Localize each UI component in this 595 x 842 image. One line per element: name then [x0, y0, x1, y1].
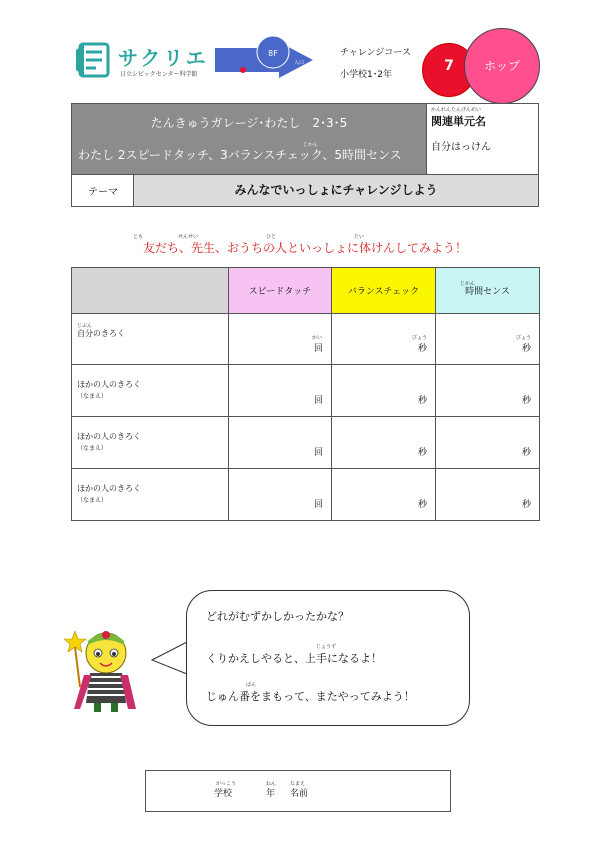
floor-label: 8F: [268, 49, 278, 58]
theme-text: みんなでいっしょにチャレンジしよう: [234, 183, 438, 197]
row-label-ruby: じぶん: [77, 323, 93, 329]
table-row: [72, 469, 540, 521]
instruction-ruby: とも: [133, 234, 144, 240]
table-header-balance-check: バランスチェック: [332, 268, 436, 314]
sakurie-logo-icon: [74, 40, 114, 80]
instruction-text: 友だち、先生、おうちの人といっしょに体けんしてみよう！: [142, 241, 467, 255]
speed-touch-input-cell[interactable]: [229, 469, 332, 521]
unit-ruby: かい: [311, 335, 322, 341]
row-label-cell: [72, 417, 229, 469]
unit-seconds: 秒: [521, 500, 531, 510]
footer-ruby: なまえ: [290, 781, 306, 787]
unit-count: 回: [313, 396, 323, 406]
mascot-character-icon: [64, 625, 144, 715]
row-label: ほかの人のきろく: [77, 484, 141, 493]
row-name-hint: （なまえ）: [77, 497, 108, 504]
footer-ruby: ねん: [266, 781, 277, 787]
row-label-cell: [72, 365, 229, 417]
instruction-ruby: たい: [354, 234, 365, 240]
record-table: [71, 267, 540, 521]
unit-ruby: びょう: [515, 335, 531, 341]
balance-check-input-cell[interactable]: [332, 469, 436, 521]
balance-check-input-cell[interactable]: [332, 365, 436, 417]
unit-seconds: 秒: [521, 396, 531, 406]
unit-seconds: 秒: [521, 344, 531, 354]
balance-check-input-cell[interactable]: [332, 417, 436, 469]
logo-subtitle: 日立シビックセンター科学館: [120, 71, 198, 78]
header-ruby: じかん: [460, 281, 476, 287]
speech-line-1: どれがむずかしかったかな？: [206, 610, 349, 623]
school-label: 学校: [214, 789, 233, 799]
name-label: 名前: [290, 789, 309, 799]
lesson-number: 7: [444, 58, 454, 74]
title-line-1: たんきゅうガレージ･わたし 2･3･5: [150, 116, 348, 130]
school-level: 小学校1･2年: [340, 70, 392, 80]
time-sense-input-cell[interactable]: [436, 365, 540, 417]
floor-map-icon: [213, 34, 323, 84]
table-row: [72, 365, 540, 417]
unit-ruby: びょう: [411, 335, 427, 341]
unit-seconds: 秒: [417, 344, 427, 354]
balance-check-input-cell[interactable]: [332, 314, 436, 365]
table-header-blank: [72, 268, 229, 314]
divider: [426, 104, 427, 174]
footer-ruby: がっこう: [216, 781, 237, 787]
unit-value: 自分はっけん: [431, 142, 491, 153]
unit-count: 回: [313, 448, 323, 458]
table-header-time-sense-label: 時間センス: [465, 287, 510, 297]
unit-count: 回: [313, 500, 323, 510]
speed-touch-input-cell[interactable]: [229, 314, 332, 365]
table-row: [72, 417, 540, 469]
speech-ruby: ばん: [246, 682, 257, 688]
theme-label: テーマ: [88, 187, 118, 198]
row-name-hint: （なまえ）: [77, 445, 108, 452]
speech-ruby: じょうず: [316, 644, 337, 650]
table-header-row: [72, 268, 540, 314]
row-label: ほかの人のきろく: [77, 432, 141, 441]
unit-seconds: 秒: [417, 500, 427, 510]
instruction-ruby: ひと: [266, 234, 277, 240]
table-header-time-sense: [436, 268, 540, 314]
time-sense-input-cell[interactable]: [436, 469, 540, 521]
table-row: [72, 314, 540, 365]
instruction-ruby: せんせい: [178, 234, 199, 240]
row-name-hint: （なまえ）: [77, 393, 108, 400]
table-header-speed-touch: スピードタッチ: [229, 268, 332, 314]
unit-label-ruby: かんれんたんげんめい: [431, 107, 482, 113]
row-label-cell: [72, 314, 229, 365]
title-ruby: じかん: [303, 142, 319, 148]
unit-seconds: 秒: [417, 396, 427, 406]
speech-line-2: くりかえしやると、上手になるよ！: [206, 652, 382, 665]
logo-title: サクリエ: [118, 46, 209, 70]
row-label-cell: [72, 469, 229, 521]
entrance-label: 入口: [293, 60, 305, 66]
course-name: チャレンジコース: [340, 48, 411, 58]
grade-label: 年: [266, 789, 276, 799]
row-label: ほかの人のきろく: [77, 380, 141, 389]
level-badge: [464, 28, 540, 104]
speech-line-3: じゅん番をまもって、またやってみよう！: [206, 690, 415, 703]
row-label: 自分のきろく: [77, 329, 125, 338]
level-label: ホップ: [483, 59, 520, 73]
unit-count: 回: [313, 344, 323, 354]
time-sense-input-cell[interactable]: [436, 417, 540, 469]
unit-seconds: 秒: [521, 448, 531, 458]
speed-touch-input-cell[interactable]: [229, 365, 332, 417]
unit-label: 関連単元名: [431, 115, 486, 128]
title-line-2: わたし 2スピードタッチ、3バランスチェック、5時間センス: [78, 148, 402, 162]
speed-touch-input-cell[interactable]: [229, 417, 332, 469]
time-sense-input-cell[interactable]: [436, 314, 540, 365]
unit-seconds: 秒: [417, 448, 427, 458]
speech-bubble-tail: [150, 640, 190, 680]
